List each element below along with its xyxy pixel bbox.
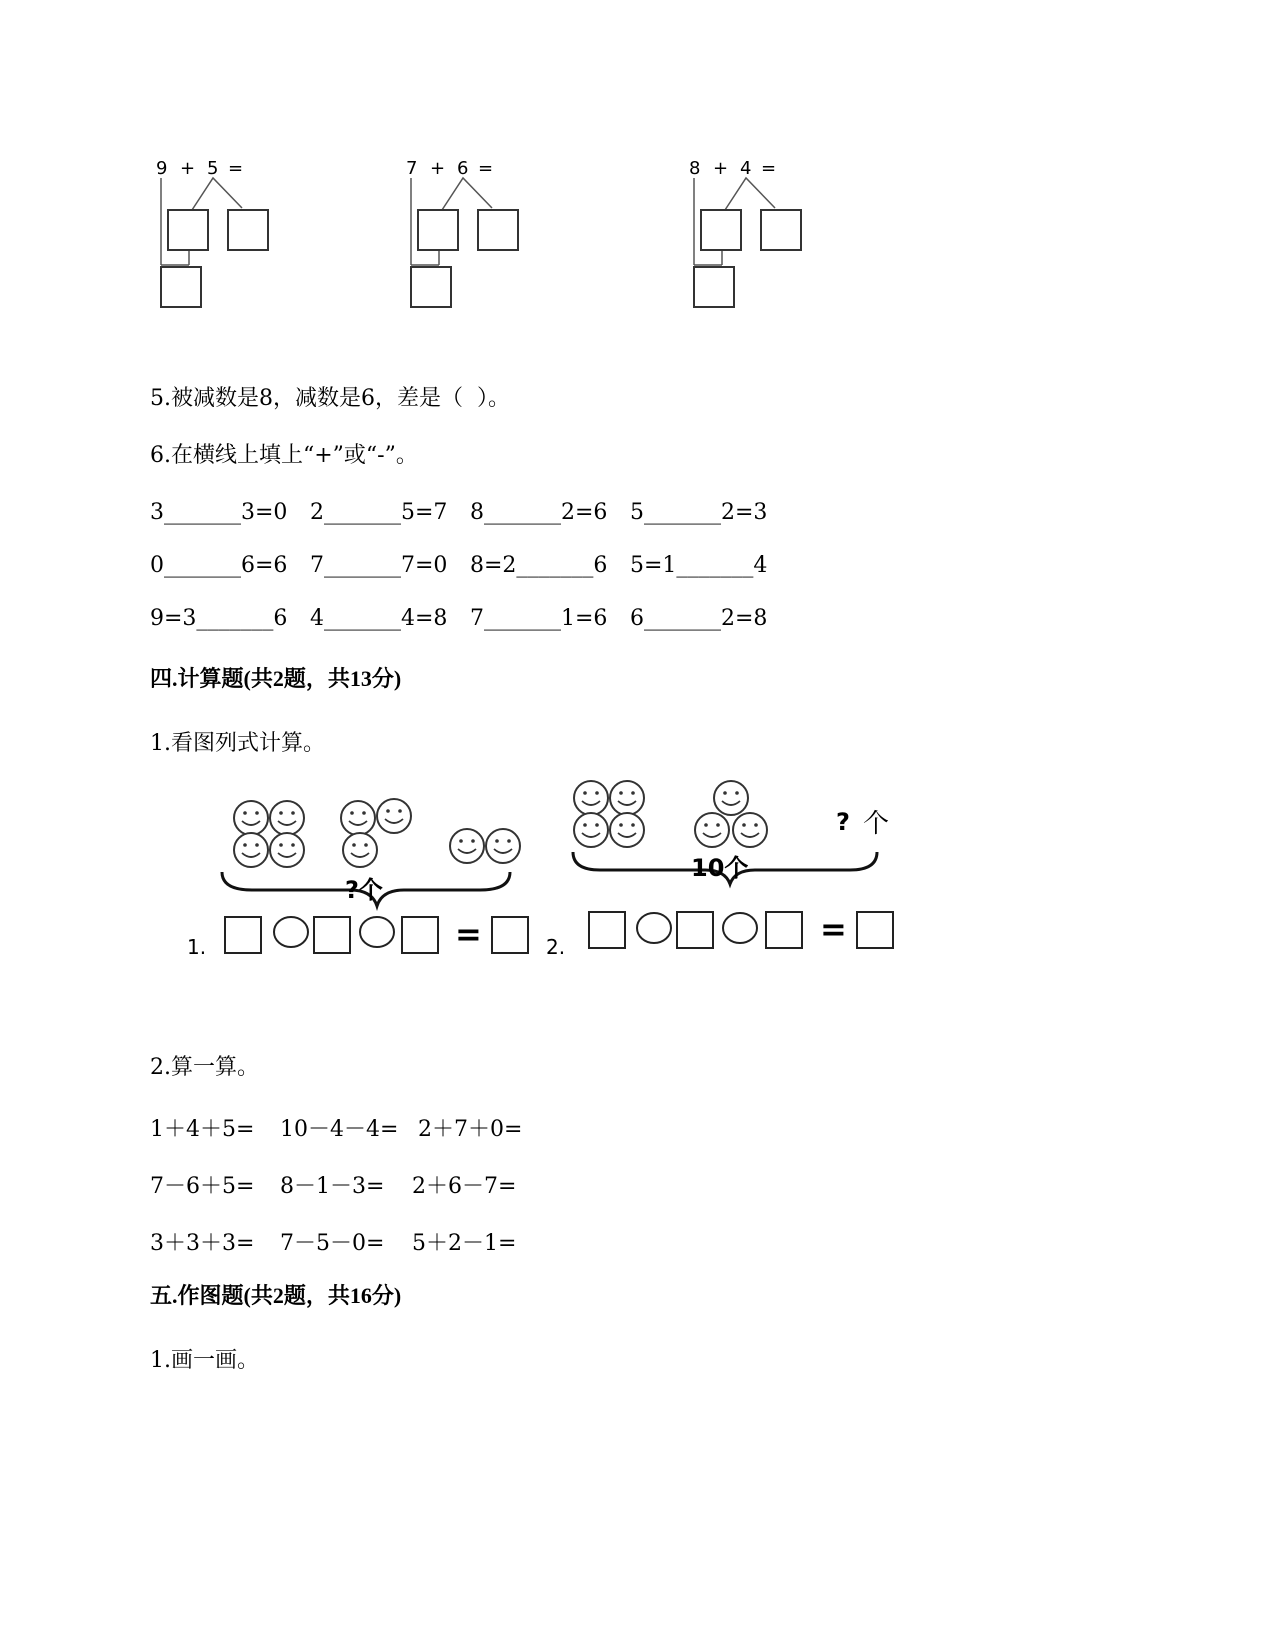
smiley-icon bbox=[343, 833, 377, 867]
equation-box[interactable] bbox=[766, 912, 802, 948]
smiley-icon bbox=[610, 813, 644, 847]
fill-item[interactable]: 0_______6=6 bbox=[150, 553, 288, 578]
split-lines bbox=[442, 178, 492, 210]
fill-item[interactable]: 8=2_______6 bbox=[470, 553, 608, 578]
calc-item: 2＋7＋0= bbox=[418, 1117, 523, 1142]
operator-circle[interactable] bbox=[274, 917, 308, 947]
decomp-diagram-2 bbox=[400, 150, 530, 315]
calc-item: 8－1－3= bbox=[280, 1174, 385, 1199]
smiley-icon bbox=[270, 801, 304, 835]
fill-item[interactable]: 6_______2=8 bbox=[630, 606, 768, 631]
fill-item[interactable]: 4_______4=8 bbox=[310, 606, 448, 631]
fill-item[interactable]: 5_______2=3 bbox=[630, 500, 768, 525]
answer-box[interactable] bbox=[761, 210, 801, 250]
decomp-diagram-1 bbox=[150, 150, 280, 315]
smiley-icon bbox=[486, 829, 520, 863]
left-count-label: ?个 bbox=[345, 876, 383, 904]
calc-item: 5＋2－1= bbox=[412, 1231, 517, 1256]
operator-circle[interactable] bbox=[637, 913, 671, 943]
equation-box[interactable] bbox=[402, 917, 438, 953]
answer-box[interactable] bbox=[478, 210, 518, 250]
smiley-icon bbox=[695, 813, 729, 847]
equation-1-number: 1. bbox=[187, 935, 207, 959]
smiley-icon bbox=[377, 799, 411, 833]
fill-item[interactable]: 7_______7=0 bbox=[310, 553, 448, 578]
smiley-icon bbox=[341, 801, 375, 835]
section-5-heading: 五.作图题(共2题，共16分) bbox=[150, 1283, 402, 1308]
addend-b: 5 bbox=[207, 158, 219, 179]
calc-item: 3＋3＋3= bbox=[150, 1231, 255, 1256]
plus-sign: + bbox=[180, 158, 196, 179]
fill-item[interactable]: 7_______1=6 bbox=[470, 606, 608, 631]
operator-circle[interactable] bbox=[360, 917, 394, 947]
equation-box[interactable] bbox=[589, 912, 625, 948]
fill-item[interactable]: 2_______5=7 bbox=[310, 500, 448, 525]
equals-sign: = bbox=[228, 158, 244, 179]
question-5-1-title: 1.画一画。 bbox=[150, 1348, 259, 1373]
question-6-title: 6.在横线上填上“+”或“-”。 bbox=[150, 443, 418, 468]
addend-b: 4 bbox=[740, 158, 752, 179]
split-lines bbox=[725, 178, 775, 210]
answer-box[interactable] bbox=[411, 267, 451, 307]
plus-sign: + bbox=[430, 158, 446, 179]
fill-item[interactable]: 9=3_______6 bbox=[150, 606, 288, 631]
equation-box[interactable] bbox=[677, 912, 713, 948]
answer-box[interactable] bbox=[161, 267, 201, 307]
calc-item: 2＋6－7= bbox=[412, 1174, 517, 1199]
right-unknown-mark: ? bbox=[836, 808, 850, 836]
decomp-diagram-3 bbox=[683, 150, 813, 315]
smiley-icon bbox=[450, 829, 484, 863]
smiley-icon bbox=[574, 781, 608, 815]
split-lines bbox=[192, 178, 242, 210]
smiley-icon bbox=[234, 801, 268, 835]
calc-item: 7－5－0= bbox=[280, 1231, 385, 1256]
answer-box[interactable] bbox=[701, 210, 741, 250]
smiley-icon bbox=[714, 781, 748, 815]
equation-2-number: 2. bbox=[546, 935, 566, 959]
addend-a: 7 bbox=[406, 158, 418, 179]
smiley-icon bbox=[270, 833, 304, 867]
section-4-heading: 四.计算题(共2题，共13分) bbox=[150, 666, 402, 691]
question-4-1-title: 1.看图列式计算。 bbox=[150, 731, 325, 756]
answer-box[interactable] bbox=[418, 210, 458, 250]
equals-sign: = bbox=[478, 158, 494, 179]
equals-sign: = bbox=[761, 158, 777, 179]
fill-item[interactable]: 8_______2=6 bbox=[470, 500, 608, 525]
equals-sign: = bbox=[455, 915, 482, 953]
question-5: 5.被减数是8，减数是6，差是（ ）。 bbox=[150, 386, 510, 411]
equation-box[interactable] bbox=[857, 912, 893, 948]
calc-item: 10－4－4= bbox=[280, 1117, 399, 1142]
operator-circle[interactable] bbox=[723, 913, 757, 943]
addend-b: 6 bbox=[457, 158, 469, 179]
addend-a: 8 bbox=[689, 158, 701, 179]
equation-box[interactable] bbox=[314, 917, 350, 953]
equation-box[interactable] bbox=[492, 917, 528, 953]
question-4-2-title: 2.算一算。 bbox=[150, 1055, 259, 1080]
answer-box[interactable] bbox=[228, 210, 268, 250]
equals-sign: = bbox=[820, 910, 847, 948]
right-total-label: 10个 bbox=[691, 854, 749, 882]
smiley-icon bbox=[610, 781, 644, 815]
equation-box[interactable] bbox=[225, 917, 261, 953]
addend-a: 9 bbox=[156, 158, 168, 179]
fill-item[interactable]: 5=1_______4 bbox=[630, 553, 768, 578]
right-unknown-unit: 个 bbox=[863, 809, 890, 839]
smiley-icon bbox=[733, 813, 767, 847]
answer-box[interactable] bbox=[168, 210, 208, 250]
answer-box[interactable] bbox=[694, 267, 734, 307]
plus-sign: + bbox=[713, 158, 729, 179]
calc-item: 7－6＋5= bbox=[150, 1174, 255, 1199]
fill-item[interactable]: 3_______3=0 bbox=[150, 500, 288, 525]
smiley-icon bbox=[234, 833, 268, 867]
calc-item: 1＋4＋5= bbox=[150, 1117, 255, 1142]
smiley-icon bbox=[574, 813, 608, 847]
smiley-figure bbox=[180, 780, 940, 1000]
